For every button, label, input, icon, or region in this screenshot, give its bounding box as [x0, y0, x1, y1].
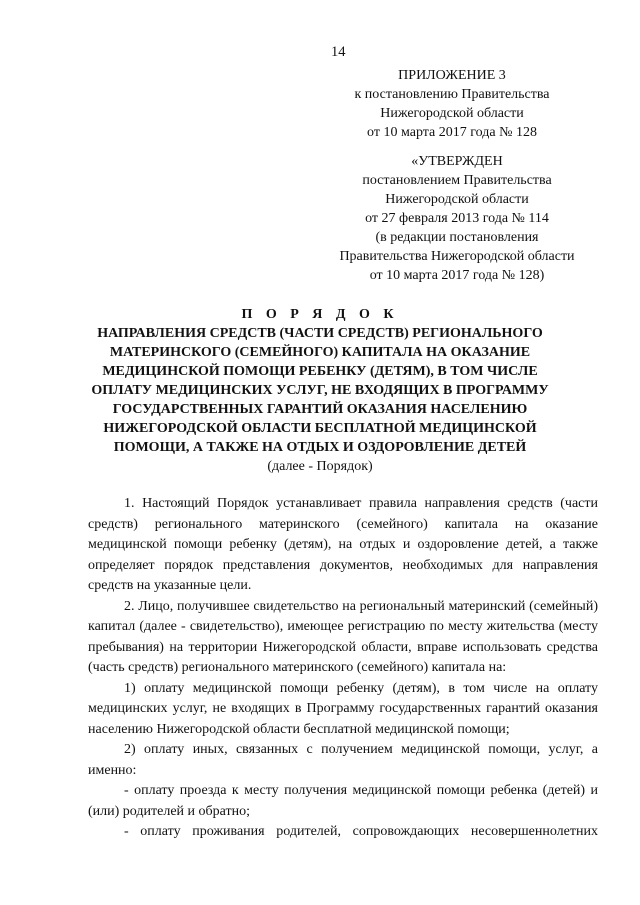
approval-line: «УТВЕРЖДЕН	[411, 154, 503, 169]
title-line: ОПЛАТУ МЕДИЦИНСКИХ УСЛУГ, НЕ ВХОДЯЩИХ В ПРОГРАММУ	[91, 383, 549, 398]
paragraph-2: 2. Лицо, получившее свидетельство на региональный материнский (семейный) капитал (далее - свидетельство), имеющее регистрацию по месту жительства (месту пребывания) на территории Нижегородской области, вправе использовать средства (часть средств) регионального материнского (семейного) капитала на:	[88, 598, 598, 675]
paragraph-4: 2) оплату иных, связанных с получением медицинской помощи, услуг, а именно:	[88, 742, 598, 778]
title-line: МЕДИЦИНСКОЙ ПОМОЩИ РЕБЕНКУ (ДЕТЯМ), В ТОМ ЧИСЛЕ	[102, 364, 538, 379]
approval-line: Нижегородской области	[385, 192, 529, 207]
title-heading: П О Р Я Д О К	[241, 307, 399, 322]
title-line: МАТЕРИНСКОГО (СЕМЕЙНОГО) КАПИТАЛА НА ОКАЗАНИЕ	[109, 345, 531, 360]
approval-line: постановлением Правительства	[362, 173, 552, 188]
title-line: ГОСУДАРСТВЕННЫХ ГАРАНТИЙ ОКАЗАНИЯ НАСЕЛЕНИЮ	[112, 402, 528, 417]
appendix-line: к постановлению Правительства	[354, 87, 550, 102]
paragraph-5: - оплату проезда к месту получения медицинской помощи ребенка (детей) и (или) родителей и обратно;	[88, 783, 598, 819]
approval-line: от 10 марта 2017 года № 128)	[369, 268, 545, 283]
appendix-line: ПРИЛОЖЕНИЕ 3	[398, 68, 506, 83]
appendix-line: Нижегородской области	[380, 106, 524, 121]
title-line: ПОМОЩИ, А ТАКЖЕ НА ОТДЫХ И ОЗДОРОВЛЕНИЕ ДЕТЕЙ	[113, 440, 527, 455]
approval-line: (в редакции постановления	[375, 230, 539, 245]
title-note: (далее - Порядок)	[267, 459, 373, 474]
appendix-line: от 10 марта 2017 года № 128	[367, 125, 537, 140]
document-body	[88, 494, 598, 843]
document-title	[60, 305, 580, 476]
title-line: НАПРАВЛЕНИЯ СРЕДСТВ (ЧАСТИ СРЕДСТВ) РЕГИОНАЛЬНОГО	[97, 326, 543, 341]
approval-line: Правительства Нижегородской области	[339, 249, 575, 264]
page-number: 14	[331, 44, 346, 60]
approval-line: от 27 февраля 2013 года № 114	[365, 211, 549, 226]
paragraph-6: - оплату проживания родителей, сопровождающих несовершеннолетних	[124, 824, 598, 839]
approval-block	[312, 152, 602, 285]
paragraph-3: 1) оплату медицинской помощи ребенку (детям), в том числе на оплату медицинских услуг, не входящих в Программу государственных гарантий оказания населению Нижегородской области бесплатной медицинской помощи;	[88, 680, 598, 737]
paragraph-1: 1. Настоящий Порядок устанавливает правила направления средств (части средств) регионального материнского (семейного) капитала на оказание медицинской помощи ребенку (детям), на отдых и оздоровление детей, а также определяет порядок представления документов, необходимых для направления средств на указанные цели.	[88, 496, 598, 593]
title-line: НИЖЕГОРОДСКОЙ ОБЛАСТИ БЕСПЛАТНОЙ МЕДИЦИНСКОЙ	[103, 421, 537, 436]
appendix-block	[322, 66, 582, 142]
